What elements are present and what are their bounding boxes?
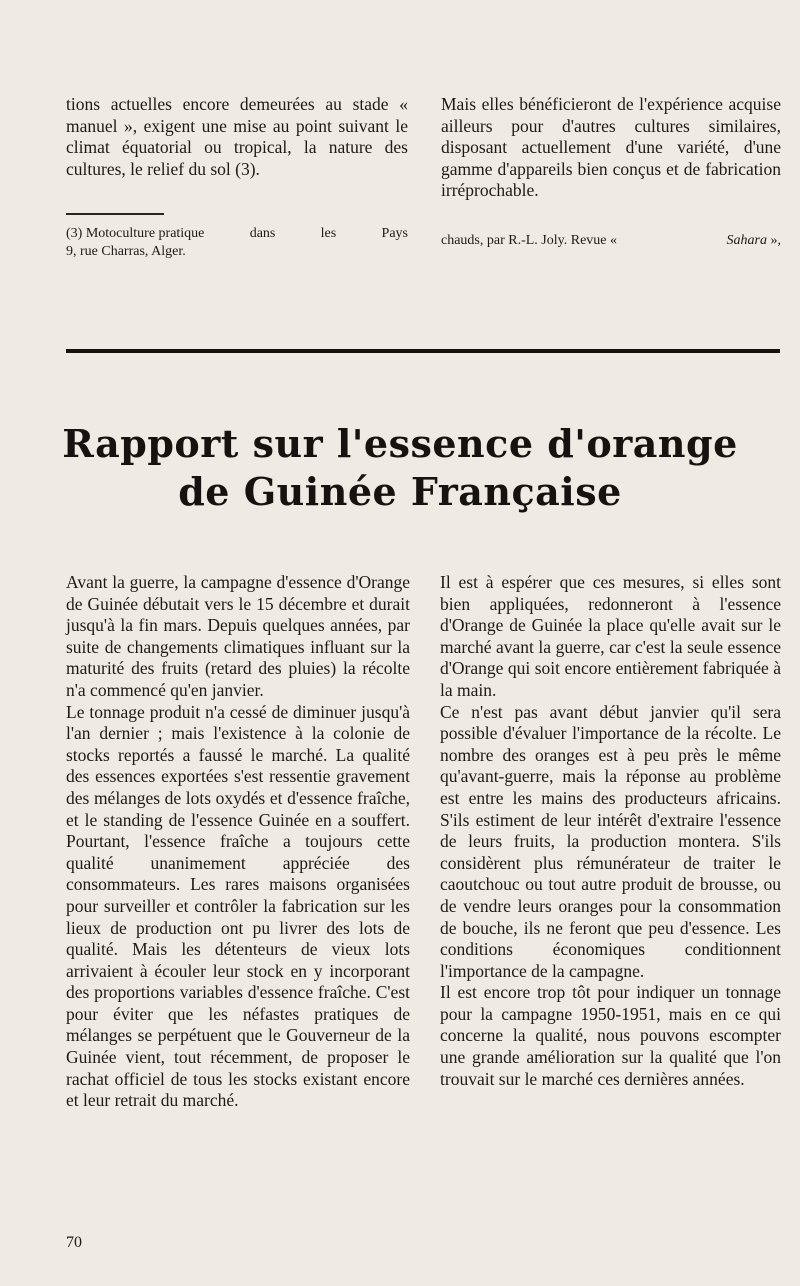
footnote-line-2: 9, rue Charras, Alger. xyxy=(66,243,186,259)
footnote-journal: Sahara xyxy=(726,233,767,248)
footnote-rule xyxy=(66,213,164,215)
top-left-paragraph xyxy=(66,94,408,180)
body-paragraph: Avant la guerre, la campagne d'essence d'Orange de Guinée débutait vers le 15 décembre et durait jusqu'à la fin mars. Depuis quelques années, par suite de changements climatiques influant sur la maturité des fruits (retard des pluies) la récolte n'a commencé qu'en janvier. xyxy=(66,572,410,700)
footnote-line-1 xyxy=(66,225,408,243)
footnote-part: Pays xyxy=(381,226,408,241)
body-paragraph: Il est encore trop tôt pour indiquer un tonnage pour la campagne 1950-1951, mais en ce qui concerne la qualité, nous pouvons escompter une grande amélioration sur la qualité que l'on trouvait sur le marché ces dernières années. xyxy=(440,982,781,1089)
footnote-right xyxy=(441,232,781,250)
top-right-paragraph xyxy=(441,94,781,202)
body-left-column xyxy=(66,572,410,1112)
footnote-right-line xyxy=(441,232,781,250)
top-right-text: Mais elles bénéficieront de l'expérience acquise ailleurs pour d'autres cultures similaires, disposant actuellement d'une variété, d'une gamme d'appareils bien conçus et de fabrication irréprochable. xyxy=(441,94,781,201)
footnote-part: », xyxy=(770,233,781,248)
top-left-text: tions actuelles encore demeurées au stade « manuel », exigent une mise au point suivant le climat équatorial ou tropical, la nature des cultures, le relief du sol (3). xyxy=(66,94,408,179)
body-paragraph: Le tonnage produit n'a cessé de diminuer jusqu'à l'an dernier ; mais l'existence à la colonie de stocks reportés a faussé le marché. La qualité des essences exportées s'est ressentie gravement des mélanges de lots oxydés et d'essence fraîche, et le standing de l'essence Guinée en a souffert. Pourtant, l'essence fraîche a toujours cette qualité unanimement appréciée des consommateurs. Les rares maisons organisées pour surveiller et contrôler la fabrication sur les lieux de production ont pu livrer des lots de qualité. Mais les détenteurs de vieux lots arrivaient à écouler leur stock en y incorporant des proportions variables d'essence fraîche. C'est pour éviter que les néfastes pratiques de mélanges se perpétuent que le Gouverneur de la Guinée vient, tout récemment, de proposer le rachat officiel de tous les stocks existant encore et leur retrait du marché. xyxy=(66,701,410,1111)
body-paragraph: Ce n'est pas avant début janvier qu'il sera possible d'évaluer l'importance de la récolte. Le nombre des oranges est à peu près le même qu'avant-guerre, mais la réponse au problème est entre les mains des producteurs africains. S'ils estiment de leur intérêt d'extraire l'essence de leurs fruits, la production montera. S'ils considèrent plus rémunérateur de traiter le caoutchouc ou tout autre produit de brousse, ou de vendre leurs oranges pour la consommation de bouche, ils ne feront que peu d'essence. Les conditions économiques conditionnent l'importance de la campagne. xyxy=(440,701,781,981)
article-title xyxy=(0,420,800,516)
footnote-left xyxy=(66,225,408,260)
title-line-1: Rapport sur l'essence d'orange xyxy=(62,421,738,466)
footnote-part: chauds, par R.-L. Joly. Revue « xyxy=(441,233,617,248)
footnote-part: (3) Motoculture pratique xyxy=(66,226,205,241)
footnote-part: les xyxy=(320,226,337,241)
body-paragraph: Il est à espérer que ces mesures, si elles sont bien appliquées, redonneront à l'essence d'Orange de Guinée la place qu'elle avait sur le marché avant la guerre, car c'est la seule essence d'Orange qui soit encore entièrement fabriquée à la main. xyxy=(440,572,781,700)
body-right-column xyxy=(440,572,781,1090)
page-number: 70 xyxy=(66,1234,82,1251)
section-divider xyxy=(66,349,780,353)
footnote-part: dans xyxy=(249,226,276,241)
title-line-2: de Guinée Française xyxy=(178,469,622,514)
